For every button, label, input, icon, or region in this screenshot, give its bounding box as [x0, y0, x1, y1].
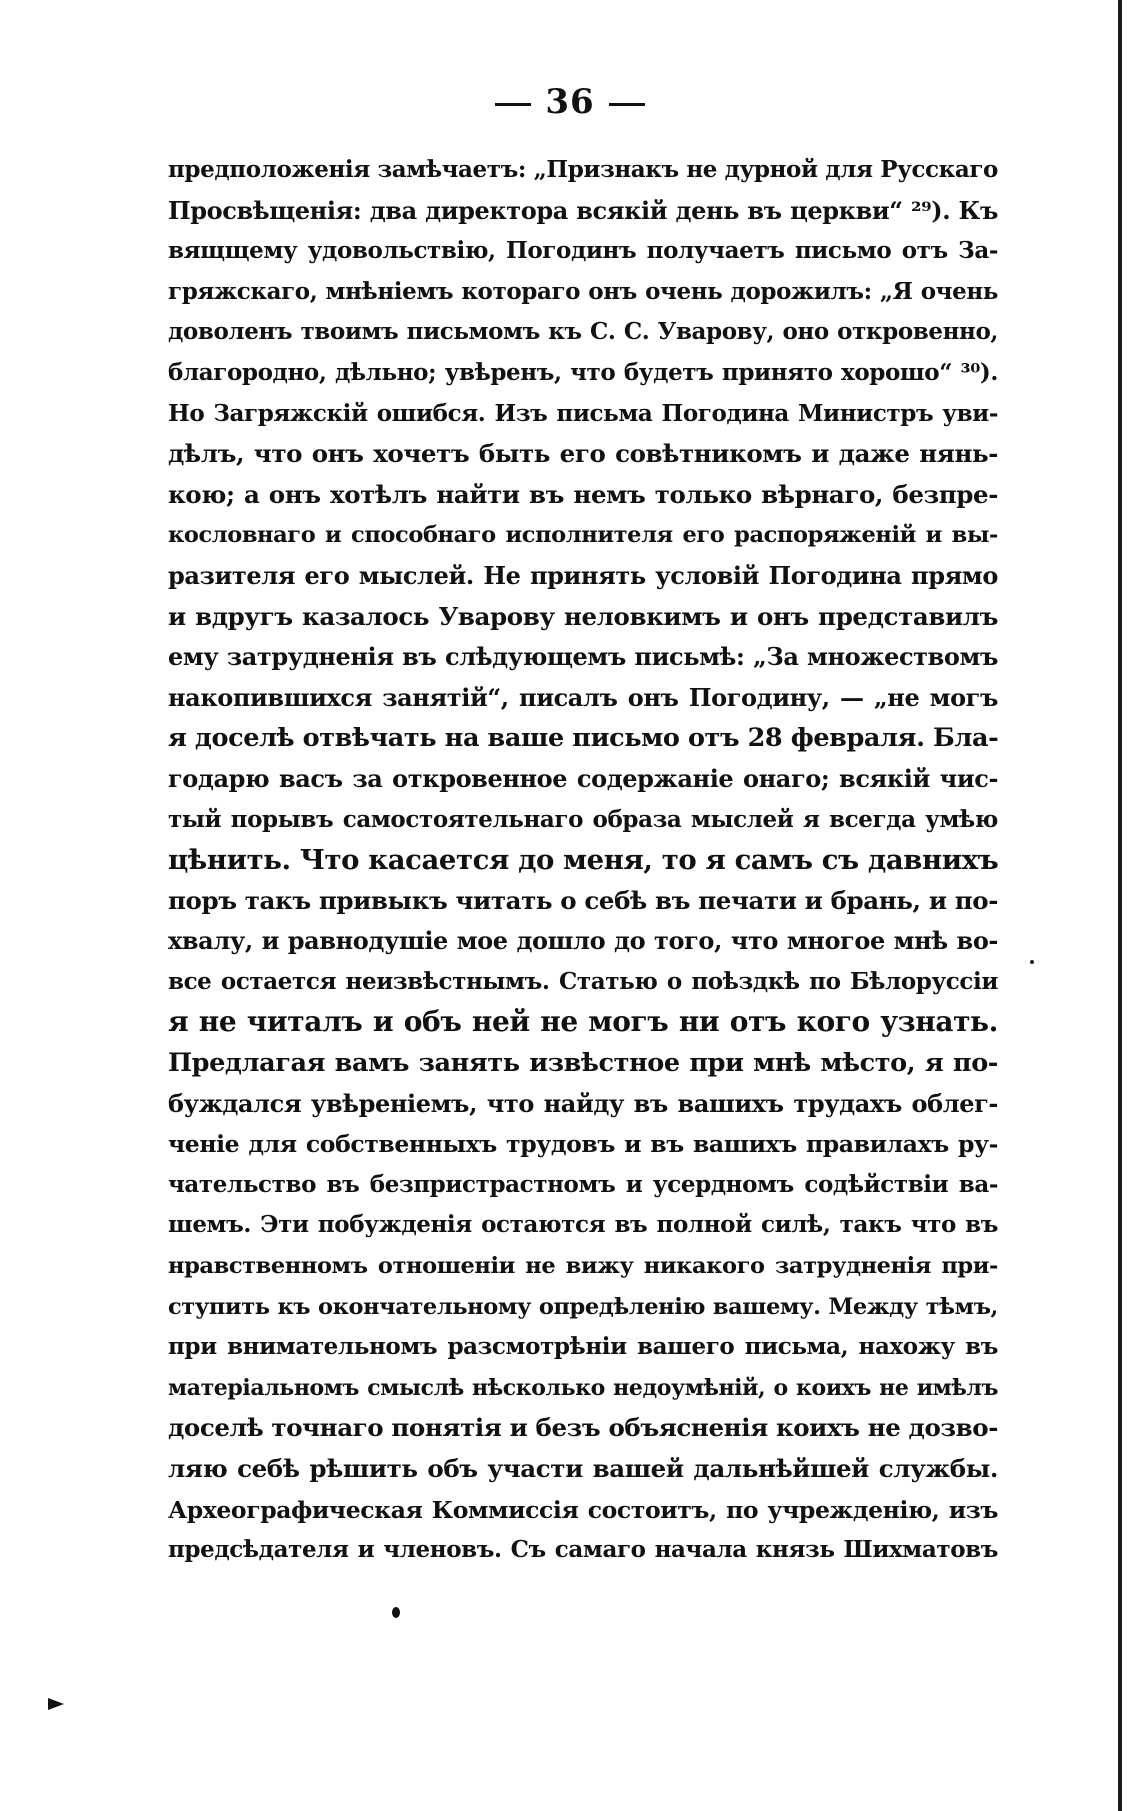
text-line: предсѣдателя и членовъ. Съ самаго начала князь Шихматовъ	[168, 1536, 998, 1564]
text-line: вящщему удовольствію, Погодинъ получаетъ письмо отъ За-	[168, 237, 998, 265]
text-line: тый порывъ самостоятельнаго образа мыслей я всегда умѣю	[168, 805, 998, 833]
page-number: 36	[545, 82, 595, 122]
text-line: чательство въ безпристрастномъ и усердномъ содѣйствіи ва-	[168, 1170, 998, 1198]
text-line: ему затрудненія въ слѣдующемъ письмѣ: „За множествомъ	[168, 642, 998, 672]
text-line: предположенія замѣчаетъ: „Признакъ не дурной для Русскаго	[168, 156, 998, 183]
text-line: хвалу, и равнодушіе мое дошло до того, что многое мнѣ во-	[168, 926, 998, 956]
text-line: ченіе для собственныхъ трудовъ и въ вашихъ правилахъ ру-	[168, 1130, 998, 1159]
text-line: Археографическая Коммиссія состоитъ, по учрежденію, изъ	[168, 1495, 998, 1524]
text-line: годарю васъ за откровенное содержаніе онаго; всякій чис-	[168, 763, 998, 793]
text-line: дѣлъ, что онъ хочетъ быть его совѣтникомъ и даже нянь-	[168, 439, 998, 469]
text-line: цѣнить. Что касается до меня, то я самъ съ давнихъ	[168, 844, 998, 877]
text-line: ляю себѣ рѣшить объ участи вашей дальнѣйшей службы.	[168, 1454, 998, 1483]
text-line: благородно, дѣльно; увѣренъ, что будетъ принято хорошо“ ³⁰).	[168, 358, 998, 386]
text-line: матеріальномъ смыслѣ нѣсколько недоумѣній, о коихъ не имѣлъ	[168, 1374, 998, 1401]
scan-speck	[1030, 960, 1034, 964]
scan-arrow-mark	[48, 1698, 64, 1710]
scan-dot-mark	[392, 1607, 400, 1618]
dash-right	[609, 103, 645, 106]
text-line: и вдругъ казалось Уварову неловкимъ и онъ представилъ	[168, 601, 998, 631]
text-line: все остается неизвѣстнымъ. Статью о поѣздкѣ по Бѣлоруссіи	[168, 967, 998, 995]
body-text	[168, 150, 998, 1571]
text-line: доселѣ точнаго понятія и безъ объясненія коихъ не дозво-	[168, 1413, 998, 1443]
text-line: буждался увѣреніемъ, что найду въ вашихъ трудахъ облег-	[168, 1088, 998, 1118]
text-line: я доселѣ отвѣчать на ваше письмо отъ 28 февраля. Бла-	[168, 723, 998, 754]
text-line: накопившихся занятій“, писалъ онъ Погодину, — „не могъ	[168, 682, 998, 712]
text-line: нравственномъ отношеніи не вижу никакого затрудненія при-	[168, 1253, 998, 1280]
text-line: ступить къ окончательному опредѣленію вашему. Между тѣмъ,	[168, 1293, 998, 1320]
text-line: гряжскаго, мнѣніемъ котораго онъ очень дорожилъ: „Я очень	[168, 277, 998, 305]
text-line: кою; а онъ хотѣлъ найти въ немъ только вѣрнаго, безпре-	[168, 479, 998, 509]
text-line: я не читалъ и объ ней не могъ ни отъ кого узнать.	[168, 1005, 998, 1039]
text-line: Просвѣщенія: два директора всякій день въ церкви“ ²⁹). Къ	[168, 195, 998, 225]
text-line: при внимательномъ разсмотрѣніи вашего письма, нахожу въ	[168, 1333, 998, 1361]
text-line: Предлагая вамъ занять извѣстное при мнѣ мѣсто, я по-	[168, 1048, 998, 1079]
page-number-header	[0, 82, 1140, 122]
text-line: кословнаго и способнаго исполнителя его распоряженій и вы-	[168, 522, 998, 549]
text-line: поръ такъ привыкъ читать о себѣ въ печати и брань, и по-	[168, 885, 998, 915]
dash-left	[495, 103, 531, 106]
text-line: доволенъ твоимъ письмомъ къ С. С. Уварову, оно откровенно,	[168, 318, 998, 346]
text-line: шемъ. Эти побужденія остаются въ полной силѣ, такъ что въ	[168, 1211, 998, 1239]
text-line: разителя его мыслей. Не принять условій Погодина прямо	[168, 560, 998, 590]
page-edge-rule	[1118, 0, 1122, 1811]
text-line: Но Загряжскій ошибся. Изъ письма Погодина Министръ уви-	[168, 399, 998, 427]
